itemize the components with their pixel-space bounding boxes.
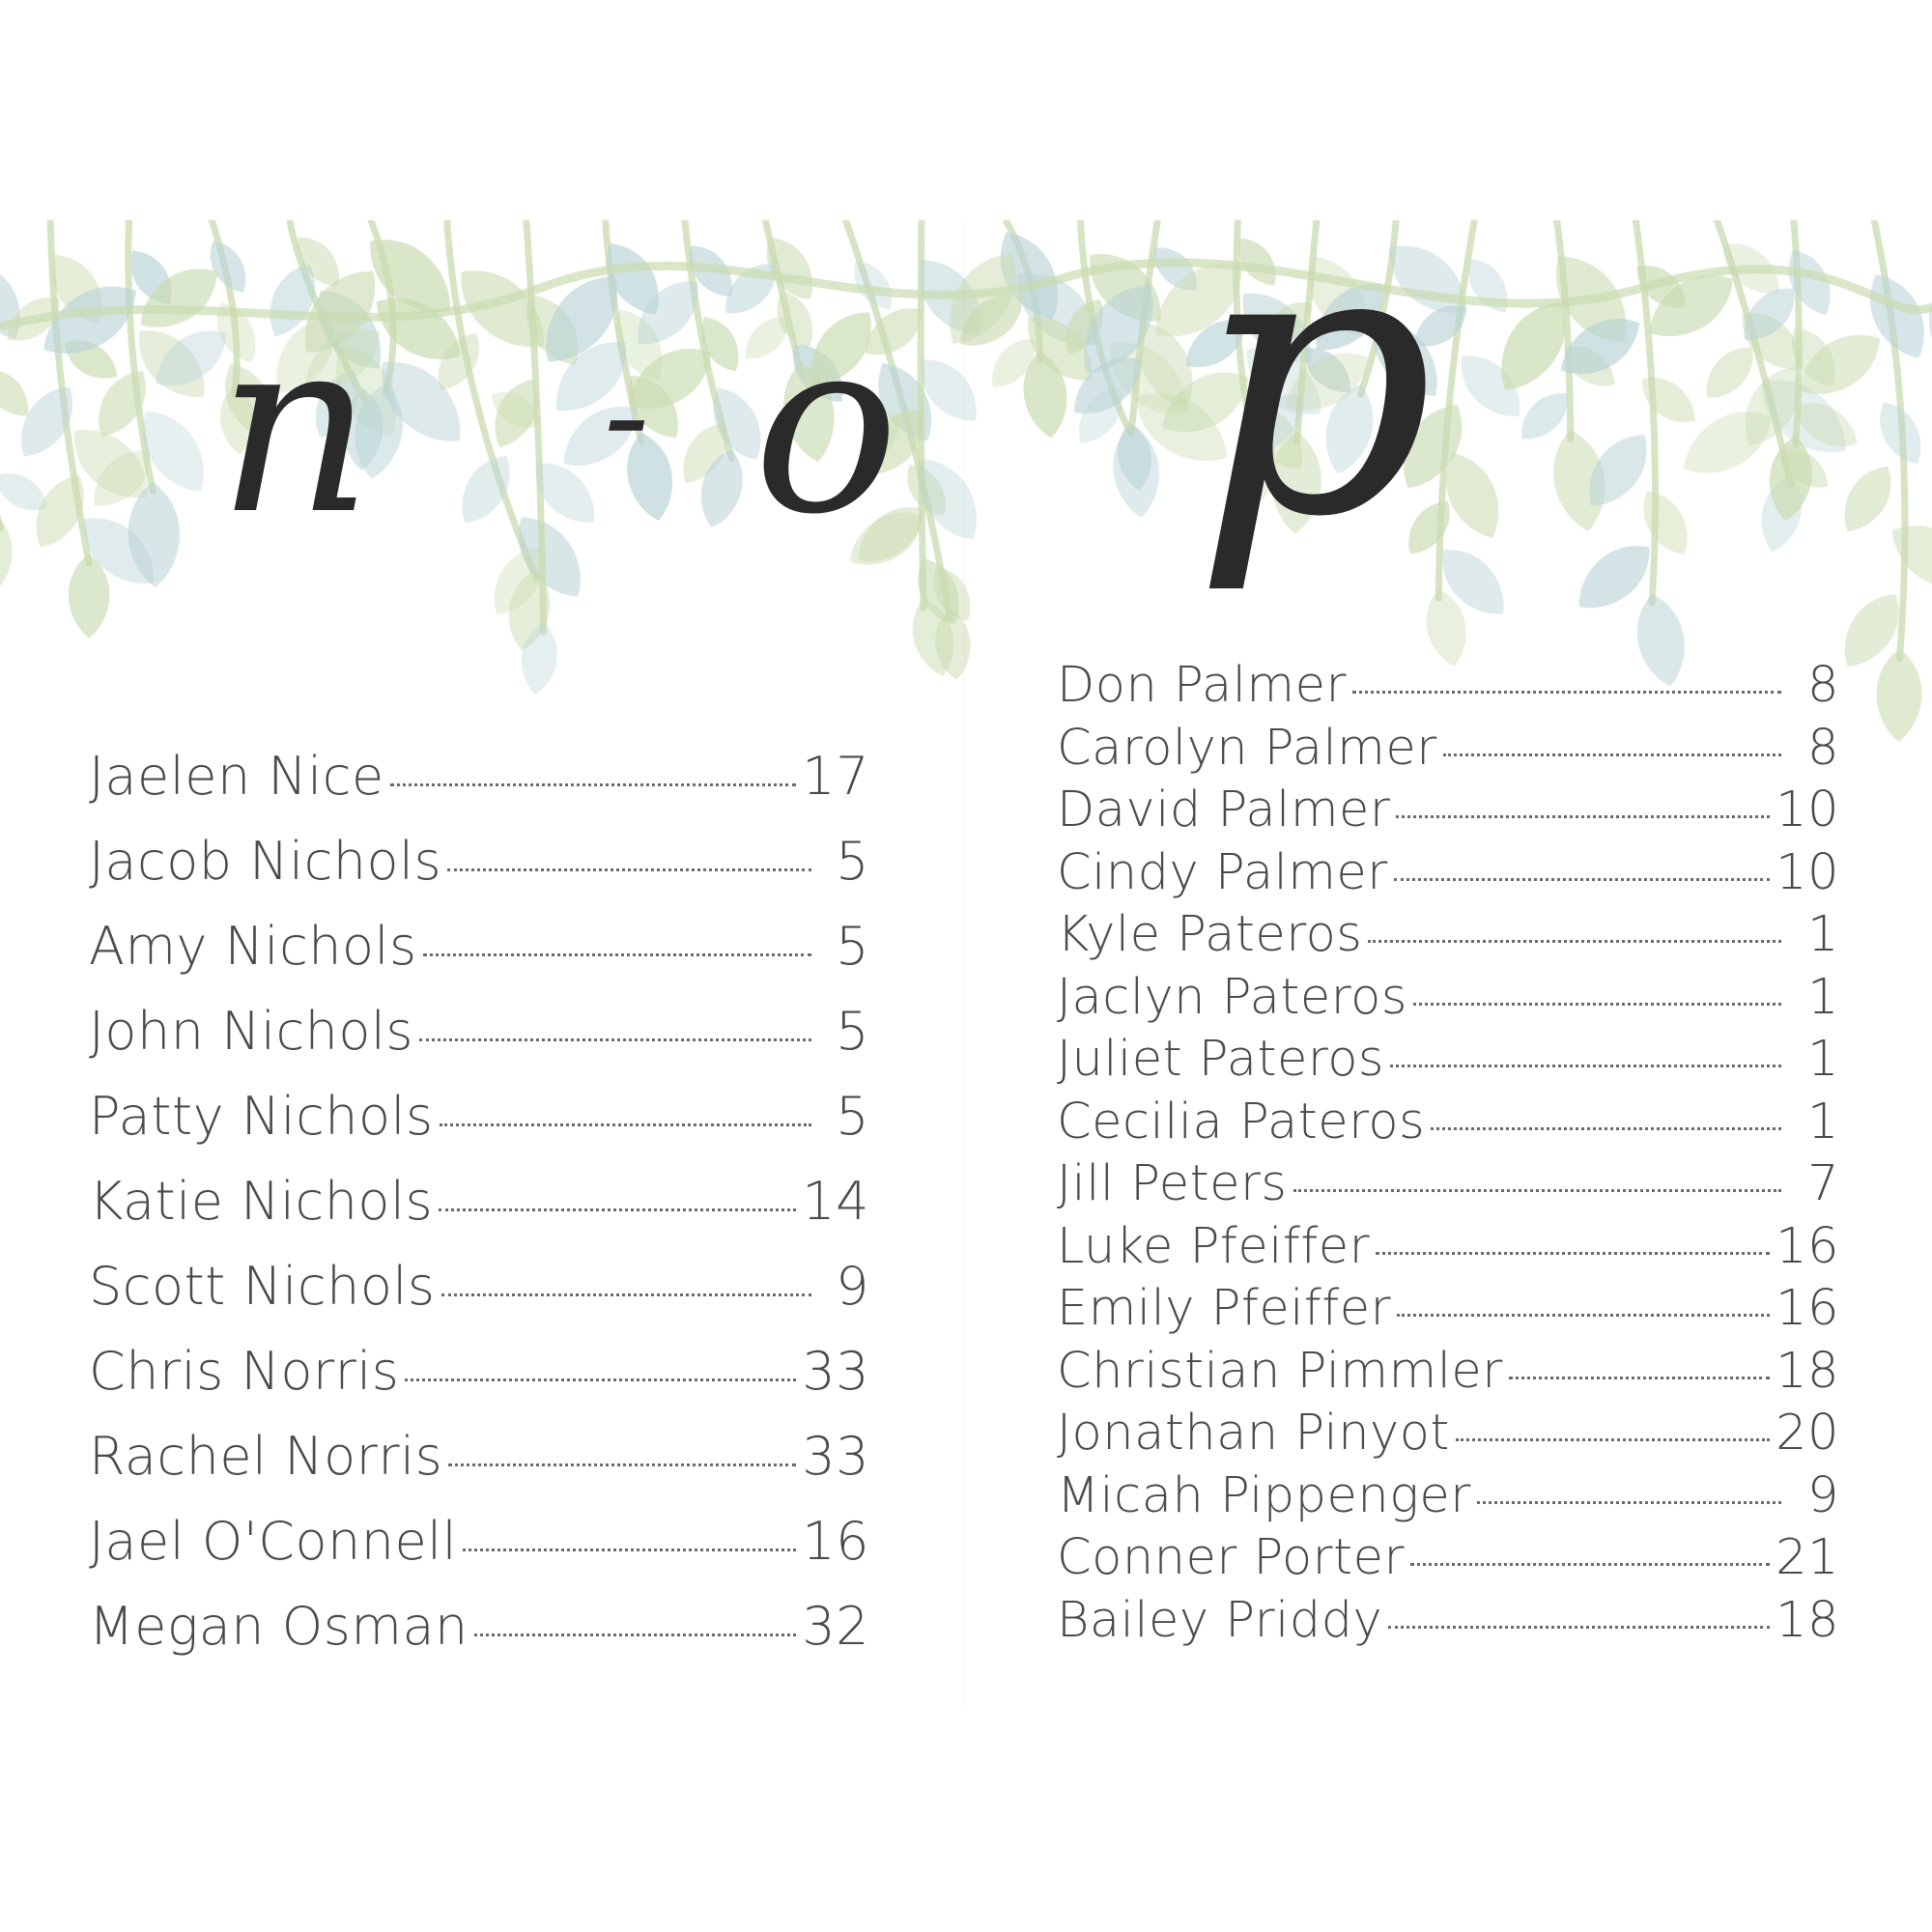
table-number: 33 — [802, 1426, 869, 1487]
dot-leader — [1394, 878, 1770, 881]
guest-name: Don Palmer — [1057, 657, 1347, 714]
table-number: 8 — [1807, 657, 1839, 714]
guest-entry — [1057, 1092, 1839, 1154]
table-number: 10 — [1776, 781, 1839, 838]
guest-name: Jonathan Pinyot — [1057, 1405, 1450, 1462]
table-number: 8 — [1807, 719, 1839, 777]
guest-name: Luke Pfeiffer — [1057, 1217, 1371, 1275]
table-number: 18 — [1776, 1591, 1839, 1649]
dot-leader — [441, 1293, 811, 1296]
heading-letter-o: o — [753, 286, 899, 567]
dot-leader — [447, 868, 811, 871]
guest-entry — [89, 1244, 869, 1329]
guest-entry — [89, 819, 869, 904]
guest-name: John Nichols — [89, 1001, 414, 1062]
table-number: 7 — [1807, 1155, 1839, 1212]
table-number: 16 — [802, 1511, 869, 1572]
guest-entry — [89, 1499, 869, 1584]
guest-entry — [1057, 1590, 1839, 1653]
guest-entry — [1057, 1278, 1839, 1341]
dot-leader — [1390, 1065, 1781, 1067]
guest-entry — [1057, 842, 1839, 905]
guest-entry — [1057, 967, 1839, 1030]
table-number: 16 — [1776, 1280, 1839, 1337]
guest-name: Scott Nichols — [89, 1256, 436, 1317]
dot-leader — [390, 783, 797, 786]
table-number: 32 — [802, 1596, 869, 1657]
left-name-column — [89, 734, 869, 1669]
guest-name: Katie Nichols — [89, 1171, 434, 1232]
dot-leader — [1396, 815, 1770, 818]
guest-name: Megan Osman — [89, 1596, 469, 1657]
guest-entry — [1057, 655, 1839, 718]
guest-name: Emily Pfeiffer — [1057, 1280, 1392, 1337]
table-number: 16 — [1776, 1217, 1839, 1275]
guest-entry — [1057, 1527, 1839, 1590]
table-number: 5 — [836, 1001, 869, 1062]
guest-entry — [1057, 1465, 1839, 1528]
guest-name: Jaelen Nice — [89, 746, 384, 807]
dot-leader — [1509, 1377, 1770, 1379]
dot-leader — [423, 953, 811, 956]
table-number: 1 — [1807, 1093, 1839, 1151]
guest-name: Juliet Pateros — [1057, 1031, 1384, 1088]
guest-entry — [89, 1414, 869, 1499]
table-number: 1 — [1807, 1031, 1839, 1088]
guest-name: Micah Pippenger — [1057, 1466, 1471, 1524]
guest-name: Jaclyn Pateros — [1057, 968, 1407, 1026]
dot-leader — [439, 1208, 796, 1211]
guest-name: Conner Porter — [1057, 1529, 1405, 1586]
table-number: 5 — [836, 831, 869, 892]
heading-letter-n: n — [217, 286, 374, 567]
guest-name: Cecilia Pateros — [1057, 1093, 1426, 1151]
table-number: 33 — [802, 1341, 869, 1402]
guest-entry — [1057, 904, 1839, 967]
guest-entry — [89, 734, 869, 819]
guest-entry — [1057, 780, 1839, 842]
dot-leader — [463, 1548, 796, 1551]
guest-entry — [1057, 1153, 1839, 1216]
right-name-column — [1057, 655, 1839, 1652]
guest-name: Amy Nichols — [89, 916, 417, 977]
dot-leader — [1410, 1563, 1770, 1566]
page-fold-line — [964, 220, 965, 1708]
table-number: 21 — [1776, 1529, 1839, 1586]
guest-entry — [89, 1159, 869, 1244]
guest-name: Patty Nichols — [89, 1086, 434, 1147]
guest-name: Bailey Priddy — [1057, 1591, 1383, 1649]
heading-dash: - — [604, 337, 650, 495]
guest-name: David Palmer — [1057, 781, 1391, 838]
dot-leader — [1388, 1626, 1770, 1629]
guest-entry — [89, 904, 869, 989]
dot-leader — [1368, 940, 1781, 943]
guest-entry — [89, 1329, 869, 1414]
dot-leader — [419, 1038, 811, 1041]
guest-entry — [89, 1584, 869, 1669]
guest-name: Jacob Nichols — [89, 831, 442, 892]
table-number: 5 — [836, 916, 869, 977]
dot-leader — [1477, 1501, 1781, 1504]
dot-leader — [1376, 1252, 1770, 1255]
dot-leader — [440, 1123, 811, 1126]
dot-leader — [1443, 753, 1781, 756]
table-number: 1 — [1807, 968, 1839, 1026]
dot-leader — [1397, 1314, 1770, 1317]
dot-leader — [405, 1378, 796, 1381]
guest-entry — [1057, 1029, 1839, 1092]
table-number: 5 — [836, 1086, 869, 1147]
guest-name: Chris Norris — [89, 1341, 400, 1402]
dot-leader — [1352, 691, 1781, 694]
dot-leader — [448, 1463, 796, 1466]
dot-leader — [1456, 1438, 1770, 1441]
guest-name: Jael O'Connell — [89, 1511, 458, 1572]
table-number: 9 — [836, 1256, 869, 1317]
guest-entry — [1057, 718, 1839, 781]
table-number: 1 — [1807, 906, 1839, 963]
guest-entry — [89, 989, 869, 1074]
table-number: 9 — [1807, 1466, 1839, 1524]
table-number: 20 — [1776, 1405, 1839, 1462]
guest-entry — [1057, 1403, 1839, 1465]
guest-name: Cindy Palmer — [1057, 843, 1388, 901]
guest-name: Jill Peters — [1057, 1155, 1288, 1212]
dot-leader — [474, 1634, 797, 1636]
seating-chart-page — [0, 220, 1932, 1708]
dot-leader — [1431, 1127, 1781, 1130]
guest-name: Kyle Pateros — [1057, 906, 1363, 963]
guest-name: Christian Pimmler — [1057, 1342, 1503, 1400]
table-number: 14 — [802, 1171, 869, 1232]
table-number: 17 — [802, 746, 869, 807]
table-number: 18 — [1776, 1342, 1839, 1400]
table-number: 10 — [1776, 843, 1839, 901]
guest-name: Carolyn Palmer — [1057, 719, 1437, 777]
guest-entry — [89, 1074, 869, 1159]
guest-entry — [1057, 1216, 1839, 1279]
dot-leader — [1293, 1189, 1782, 1192]
heading-letter-p: p — [1193, 220, 1435, 599]
dot-leader — [1413, 1003, 1781, 1006]
guest-entry — [1057, 1341, 1839, 1404]
guest-name: Rachel Norris — [89, 1426, 443, 1487]
